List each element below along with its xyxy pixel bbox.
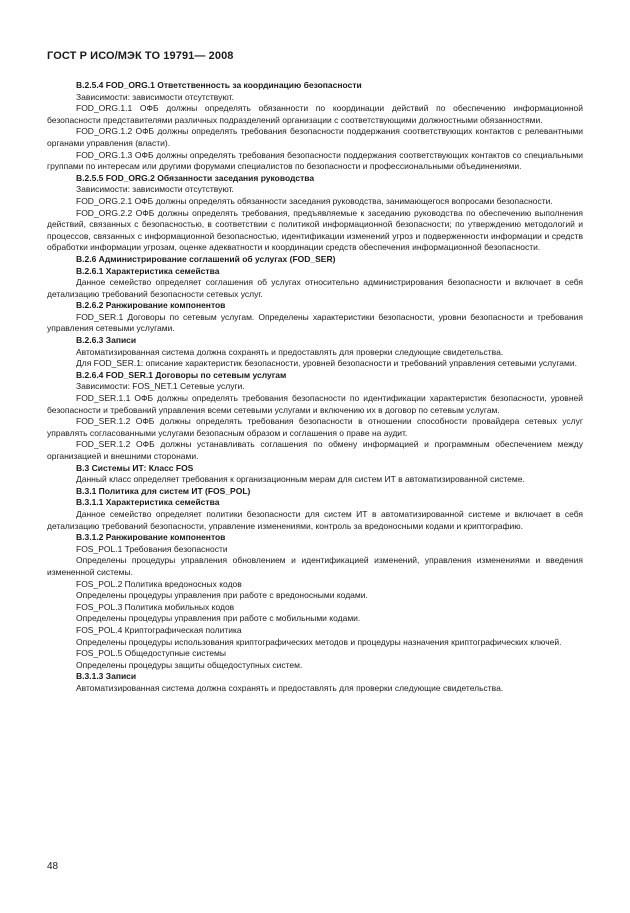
document-body xyxy=(47,80,583,694)
paragraph: FOD_ORG.1.2 ОФБ должны определять требования безопасности поддержания соответствующих контактов с релевантными органами управления (власти). xyxy=(47,126,583,148)
section-heading: В.2.5.5 FOD_ORG.2 Обязанности заседания руководства xyxy=(76,172,315,183)
paragraph: FOS_POL.3 Политика мобильных кодов xyxy=(76,601,235,612)
paragraph: Определены процедуры управления при работе с вредоносными кодами. xyxy=(76,590,368,601)
paragraph: FOD_SER.1.1 ОФБ должны определять требования безопасности по идентификации характеристик безопасности, уровней безопасности и требований управления всеми сетевыми услугами и включению их в договор по сетевым услугам. xyxy=(47,393,583,415)
paragraph: FOS_POL.2 Политика вредоносных кодов xyxy=(76,578,242,589)
section-heading: В.2.6.4 FOD_SER.1 Договоры по сетевым услугам xyxy=(76,369,287,380)
paragraph: Данный класс определяет требования к организационным мерам для систем ИТ в автоматизированной системе. xyxy=(76,474,525,485)
section-heading: В.2.6 Администрирование соглашений об услугах (FOD_SER) xyxy=(76,253,336,264)
section-heading: В.3.1.3 Записи xyxy=(76,671,137,682)
section-heading: В.2.6.1 Характеристика семейства xyxy=(76,265,220,276)
paragraph: Автоматизированная система должна сохранять и предоставлять для проверки следующие свидетельства. xyxy=(76,682,504,693)
paragraph: FOS_POL.1 Требования безопасности xyxy=(76,543,228,554)
paragraph: FOD_ORG.2.2 ОФБ должны определять требования, предъявляемые к заседанию руководства по обеспечению выполнения действий, связанных с безопасностью, в соответствии с политикой информационной безопасности; по утверждению методологий и процессов, связанных с информационной безопасностью, идентификации изменений угроз и подверженности информации и средств обработки информации угрозам, оценке адекватности и координации средств обеспечения информационной безопасности. xyxy=(47,207,583,253)
section-heading: В.3 Системы ИТ: Класс FOS xyxy=(76,462,194,473)
section-heading: В.3.1.1 Характеристика семейства xyxy=(76,497,220,508)
page-number: 48 xyxy=(47,861,59,872)
paragraph: FOD_ORG.1.1 ОФБ должны определять обязанности по координации действий по обеспечению информационной безопасности представителями различных подразделений организации с соответствующими должностными обязанностями. xyxy=(47,103,583,125)
paragraph: FOS_POL.5 Общедоступные системы xyxy=(76,648,226,659)
paragraph: FOD_SER.1 Договоры по сетевым услугам. Определены характеристики безопасности, уровни безопасности и требования управления сетевыми услугами. xyxy=(47,311,583,334)
paragraph: Для FOD_SER.1: описание характеристик безопасности, уровней безопасности и требований управления сетевыми услугами. xyxy=(76,358,577,369)
paragraph: Зависимости: зависимости отсутствуют. xyxy=(76,91,234,102)
paragraph: Определены процедуры защиты общедоступных систем. xyxy=(76,659,303,670)
paragraph: Зависимости: FOS_NET.1 Сетевые услуги. xyxy=(76,381,245,392)
paragraph: Определены процедуры управления обновлением и идентификацией изменений, управления изменениями и введения измененной системы. xyxy=(47,555,583,577)
paragraph: Определены процедуры использования криптографических методов и процедуры назначения криптографических ключей. xyxy=(76,636,562,647)
section-heading: В.2.6.3 Записи xyxy=(76,335,137,346)
paragraph: FOD_ORG.1.3 ОФБ должны определять требования безопасности поддержания соответствующих контактов со специальными группами по интересам или другими форумами специалистов по безопасности и профессиональными объединениями. xyxy=(47,149,583,172)
paragraph: Определены процедуры управления при работе с мобильными кодами. xyxy=(76,613,361,624)
paragraph: FOS_POL.4 Криптографическая политика xyxy=(76,624,242,635)
section-heading: В.2.5.4 FOD_ORG.1 Ответственность за координацию безопасности xyxy=(76,80,362,90)
paragraph: Данное семейство определяет соглашения об услугах относительно администрирования безопасности и включает в себя детализацию требований безопасности сетевых услуг. xyxy=(47,277,583,299)
section-heading: В.3.1 Политика для систем ИТ (FOS_POL) xyxy=(76,485,251,496)
paragraph: FOD_SER.1.2 ОФБ должны устанавливать соглашения по обмену информацией и программным обеспечением между организацией и внешними сторонами. xyxy=(47,439,583,461)
page-header: ГОСТ Р ИСО/МЭК ТО 19791— 2008 xyxy=(47,50,234,62)
paragraph: FOD_ORG.2.1 ОФБ должны определять обязанности заседания руководства, занимающегося вопросами безопасности. xyxy=(76,195,553,206)
section-heading: В.3.1.2 Ранжирование компонентов xyxy=(76,532,226,543)
paragraph: FOD_SER.1.2 ОФБ должны определять требования безопасности в отношении способности провайдера сетевых услуг управлять согласованными услугами безопасным образом и соглашения о праве на аудит. xyxy=(47,416,583,438)
section-heading: В.2.6.2 Ранжирование компонентов xyxy=(76,300,226,311)
paragraph: Зависимости: зависимости отсутствуют. xyxy=(76,184,234,195)
paragraph: Автоматизированная система должна сохранять и предоставлять для проверки следующие свидетельства. xyxy=(76,346,504,357)
paragraph: Данное семейство определяет политики безопасности для систем ИТ в автоматизированной системе и включает в себя детализацию требований безопасности, управление изменениями, контроль за вредоносными кодами и криптографию. xyxy=(47,508,583,531)
